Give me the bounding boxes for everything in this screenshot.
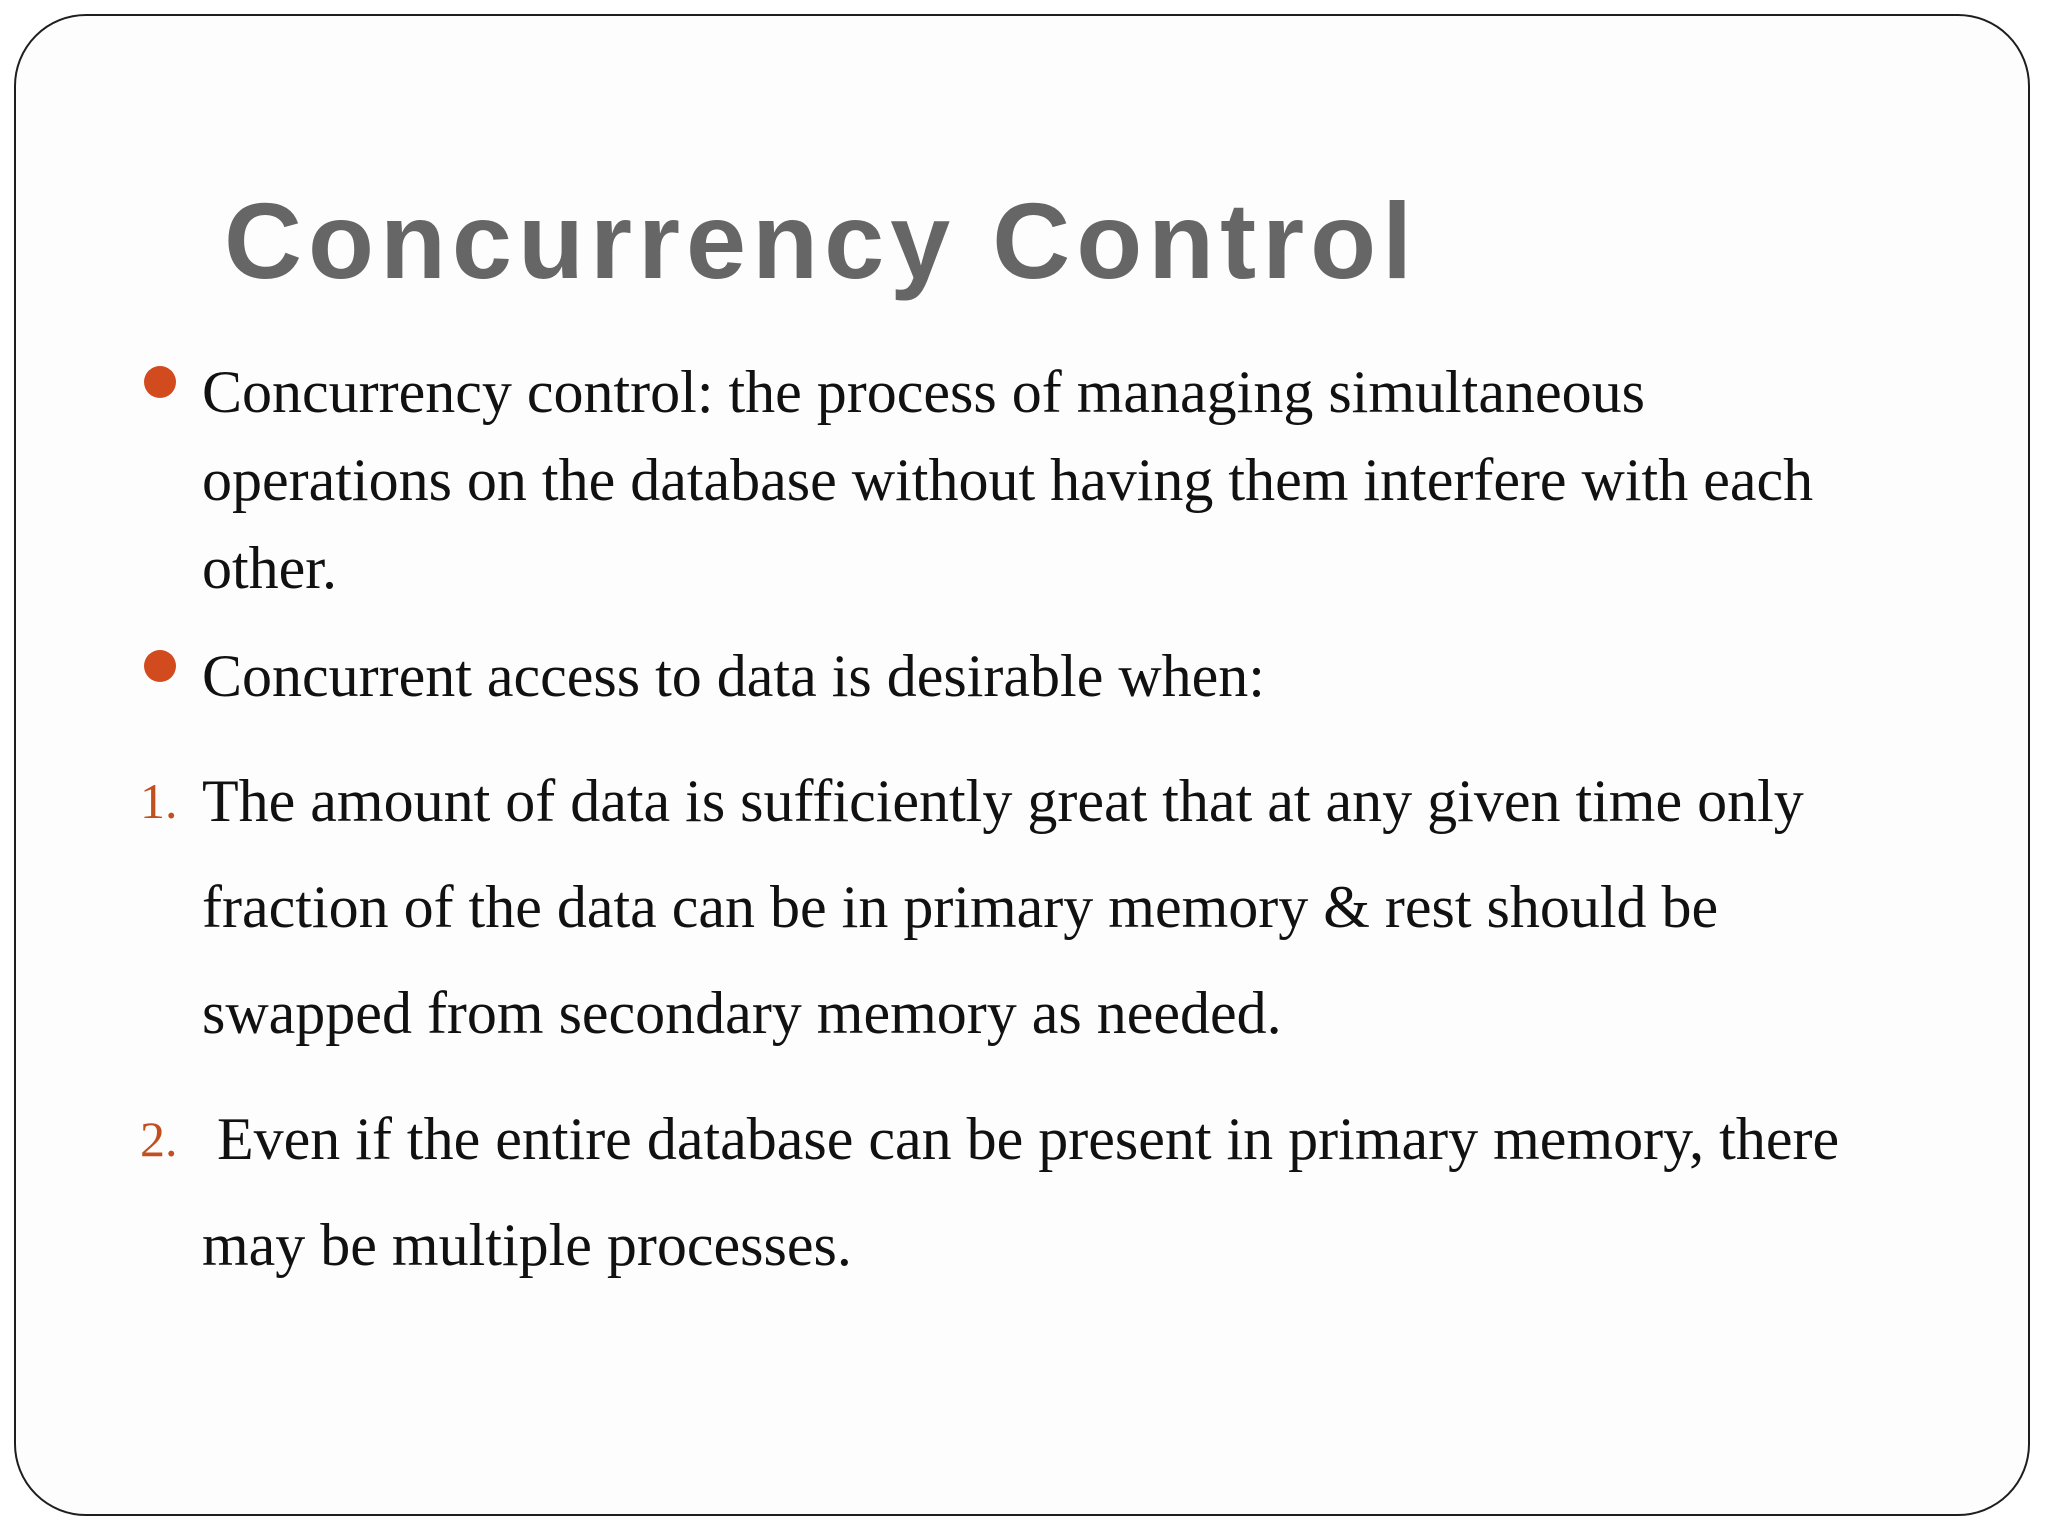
bullet-dot-icon bbox=[144, 366, 176, 398]
number-marker: 1. bbox=[140, 773, 178, 829]
slide-title: Concurrency Control bbox=[224, 180, 1419, 301]
bullet-text: Concurrency control: the process of managing simultaneous operations on the database without having them interfere with each other. bbox=[202, 359, 1814, 601]
number-marker: 2. bbox=[140, 1111, 178, 1167]
numbered-text: The amount of data is sufficiently great that at any given time only fraction of the data can be in primary memory & rest should be swapped from secondary memory as needed. bbox=[202, 768, 1804, 1046]
bullet-dot-icon bbox=[144, 650, 176, 682]
bullet-text: Concurrent access to data is desirable when: bbox=[202, 643, 1265, 709]
numbered-text: Even if the entire database can be present in primary memory, there may be multiple processes. bbox=[202, 1106, 1855, 1278]
